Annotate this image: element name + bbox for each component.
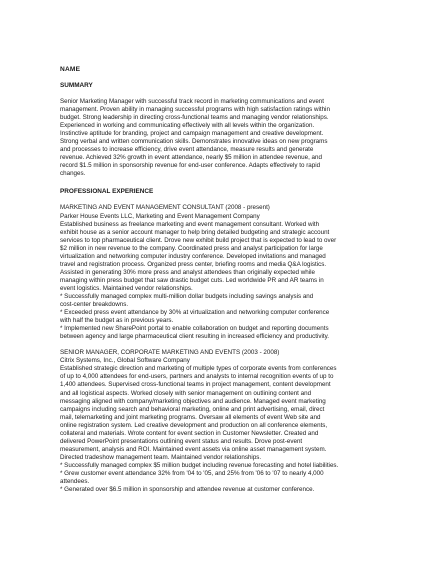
job-title: SENIOR MANAGER, CORPORATE MARKETING AND EVENTS (2003 - 2008) [60, 349, 280, 357]
section-spacer [60, 178, 390, 188]
job-spacer [60, 341, 390, 349]
summary-line: budget. Strong leadership in directing cross-functional teams and managing vendor relationships. [60, 114, 329, 122]
summary-heading: SUMMARY [60, 82, 93, 89]
job-company: Parker House Events LLC, Marketing and Event Management Company [60, 212, 260, 220]
job-line: and all logistical aspects. Worked closely with senior management on outlining content and [60, 389, 312, 397]
resume-content [60, 66, 390, 494]
summary-line: and processes to increase efficiency, drive event attendance, measure results and generate [60, 146, 314, 154]
job-line: event logistics. Maintained vendor relationships. [60, 284, 193, 292]
job-title: MARKETING AND EVENT MANAGEMENT CONSULTANT (2008 - present) [60, 204, 270, 212]
job-line: virtualization and networking computer industry conference. Developed invitations and managed [60, 252, 326, 260]
job-line: cost-center breakdowns. [60, 301, 129, 309]
job-bullet: * Exceeded press event attendance by 30% at virtualization and networking computer conference [60, 309, 330, 317]
job-line: Directed tradeshow management team. Maintained vendor relationships. [60, 453, 262, 461]
job-line: measurement, analysis and ROI. Maintained event assets via online asset management system. [60, 445, 327, 453]
summary-line: Senior Marketing Manager with successful track record in marketing communications and event [60, 98, 325, 105]
job-bullet: * Implemented new SharePoint portal to enable collaboration on budget and reporting documents [60, 325, 329, 333]
job-entry-parker-house [60, 204, 390, 341]
job-line: exhibit house as a senior account manager to help bring detailed budgeting and strategic account [60, 228, 330, 236]
job-line: Established business as freelance marketing and event management consultant. Worked with [60, 220, 320, 228]
job-line: mail, telemarketing and joint marketing programs. Oversaw all elements of event Web site and [60, 413, 321, 421]
job-line: $2 million in new revenue to the company. Coordinated press and analyst participation for large [60, 244, 323, 252]
job-entry-citrix [60, 349, 390, 494]
job-line: managing within press budget that saw drastic budget cuts. Led worldwide PR and AR teams in [60, 276, 324, 284]
summary-line: record $1.5 million in sponsorship revenue for end-user conference. Adapts effectively to rapid [60, 162, 321, 170]
job-line: travel and registration process. Organized press center, briefing rooms and media Q&A logistics. [60, 260, 327, 268]
job-bullet: * Grew customer event attendance 32% from '04 to '05, and 25% from '06 to '07 to nearly 4,000 [60, 469, 324, 477]
summary-line: Experienced in working and communicating effectively with all levels within the organization. [60, 122, 315, 130]
job-line: messaging aligned with company/marketing objectives and audience. Managed event marketing [60, 397, 326, 405]
job-bullet: * Successfully managed complex multi-million dollar budgets including savings analysis and [60, 292, 314, 300]
job-bullet: * Generated over $6.5 million in sponsorship and attendee revenue at customer conference. [60, 486, 315, 494]
summary-paragraph [60, 98, 390, 178]
job-line: Established strategic direction and marketing of multiple types of corporate events from conferences [60, 365, 337, 373]
job-line: campaigns including search and behavioral marketing, online and print advertising, email, direct [60, 405, 325, 413]
job-line: between agency and large pharmaceutical client resulting in increased efficiency and productivity. [60, 333, 330, 341]
job-line: 1,400 attendees. Supervised cross-functional teams in project management, content development [60, 381, 331, 389]
summary-line: changes. [60, 170, 86, 178]
job-line: collateral and materials. Wrote content for event section in Customer Newsletter. Created and [60, 429, 319, 437]
job-line: of up to 4,000 attendees for end-users, partners and analysts to internal recognition events of up to [60, 373, 334, 381]
summary-line: management. Proven ability in managing successful programs with high satisfaction ratings within [60, 106, 330, 114]
job-company: Citrix Systems, Inc., Global Software Company [60, 357, 190, 365]
job-bullet: * Successfully managed complex $5 million budget including revenue forecasting and hotel liabilities. [60, 461, 339, 469]
summary-line: Strong verbal and written communication skills. Demonstrates innovative ideas on new programs [60, 138, 328, 146]
experience-heading: PROFESSIONAL EXPERIENCE [60, 188, 154, 196]
job-line: with half the budget as in previous years. [60, 317, 174, 325]
resume-name: NAME [60, 66, 81, 73]
job-line: online registration system. Led creative development and production on all conference elements, [60, 421, 328, 429]
summary-line: Instinctive aptitude for branding, project and campaign management and creative development. [60, 130, 324, 138]
job-line: Assisted in generating 30% more press and analyst attendees than originally expected while [60, 268, 316, 276]
job-line: delivered PowerPoint presentations outlining event status and results. Drove post-event [60, 437, 303, 445]
job-line: attendees. [60, 478, 90, 486]
job-line: services to top pharmaceutical client. Drove new exhibit build project that is expected to lead to over [60, 236, 337, 244]
summary-line: revenue. Achieved 32% growth in event attendance, nearly $5 million in attendee revenue, and [60, 154, 322, 162]
